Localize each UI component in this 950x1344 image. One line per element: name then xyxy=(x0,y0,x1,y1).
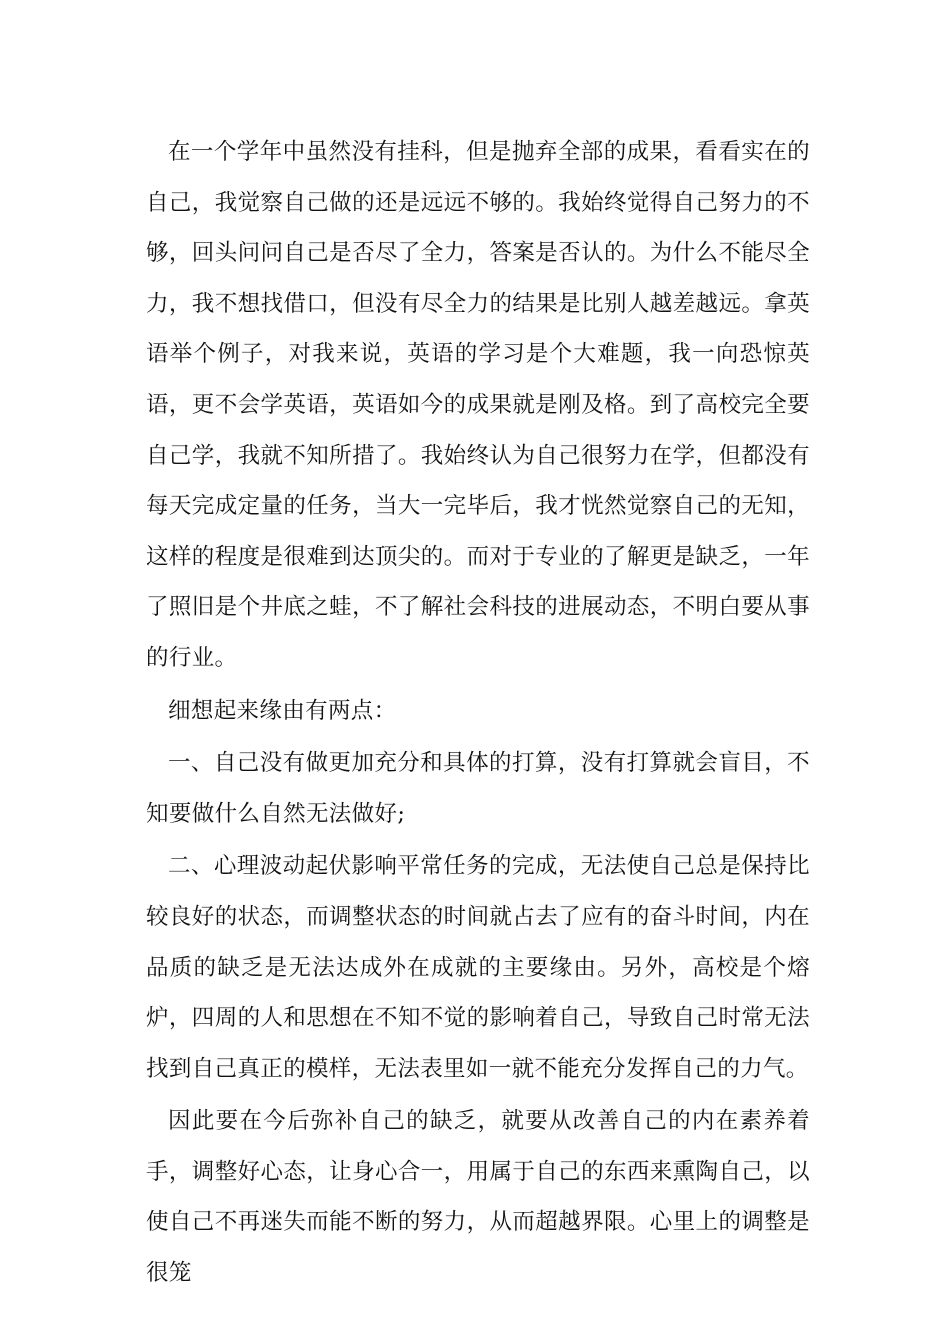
paragraph-reason-one: 一、自己没有做更加充分和具体的打算，没有打算就会盲目，不知要做什么自然无法做好; xyxy=(146,750,810,827)
paragraph-self-reflection: 在一个学年中虽然没有挂科，但是抛弃全部的成果，看看实在的自己，我觉察自己做的还是远远不够的。我始终觉得自己努力的不够，回头问问自己是否尽了全力，答案是否认的。为什么不能尽全力，我不想找借口，但没有尽全力的结果是比别人越差越远。拿英语举个例子，对我来说，英语的学习是个大难题，我一向恐惊英语，更不会学英语，英语如今的成果就是刚及格。到了高校完全要自己学，我就不知所措了。我始终认为自己很努力在学，但都没有每天完成定量的任务，当大一完毕后，我才恍然觉察自己的无知，这样的程度是很难到达顶尖的。而对于专业的了解更是缺乏，一年了照旧是个井底之蛙，不了解社会科技的进展动态，不明白要从事的行业。 xyxy=(146,139,810,671)
paragraph-reason-two: 二、心理波动起伏影响平常任务的完成，无法使自己总是保持比较良好的状态，而调整状态的时间就占去了应有的奋斗时间，内在品质的缺乏是无法达成外在成就的主要缘由。另外，高校是个熔炉，四周的人和思想在不知不觉的影响着自己，导致自己时常无法找到自己真正的模样，无法表里如一就不能充分发挥自己的力气。 xyxy=(146,853,810,1082)
paragraph-improvement-plan: 因此要在今后弥补自己的缺乏，就要从改善自己的内在素养着手，调整好心态，让身心合一，用属于自己的东西来熏陶自己，以使自己不再迷失而能不断的努力，从而超越界限。心里上的调整是很笼 xyxy=(146,1108,810,1287)
document-body xyxy=(146,127,810,1299)
paragraph-reasons-intro: 细想起来缘由有两点： xyxy=(168,697,397,724)
